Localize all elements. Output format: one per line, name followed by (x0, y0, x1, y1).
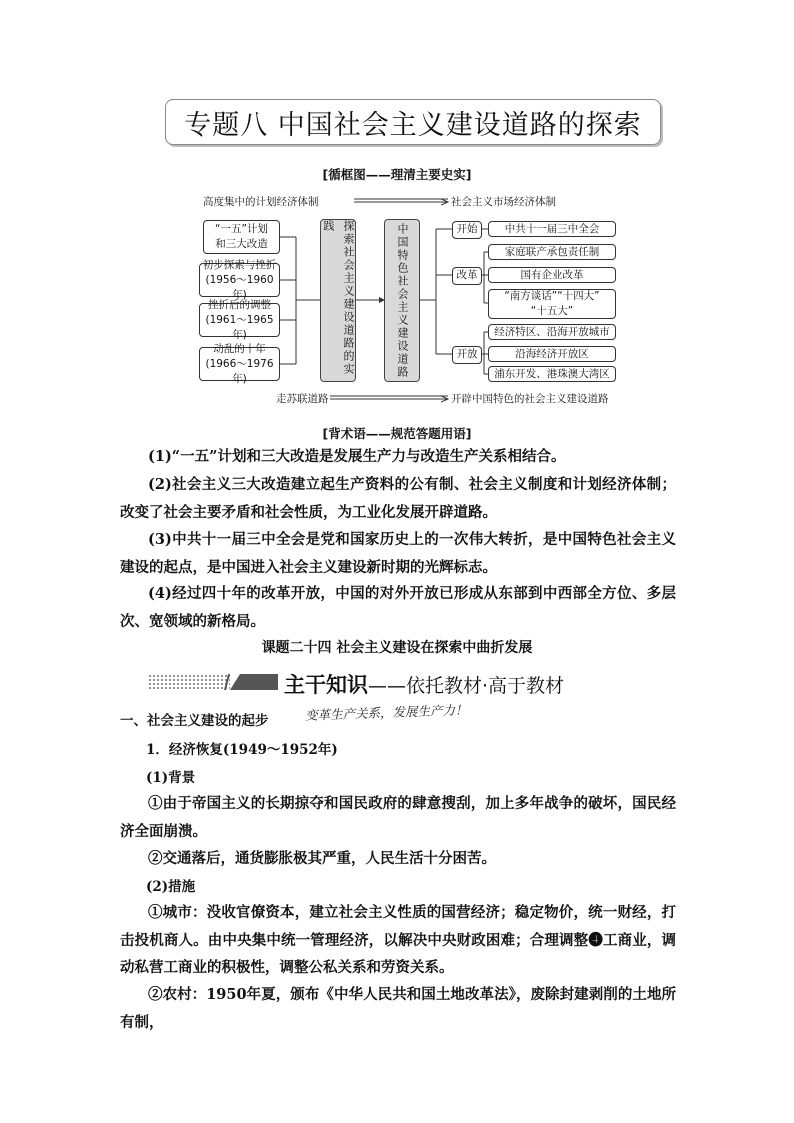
term-paragraph: (4)经过四十年的改革开放，中国的对外开放已形成从东部到中西部全方位、多层次、宽领域的新格局。 (120, 585, 676, 630)
flow-left-box: 初步探索与挫折 (1956～1960年) (199, 263, 280, 297)
banner-bar (230, 674, 278, 690)
handwritten-note: 变革生产关系，发展生产力！ (304, 702, 468, 723)
term-paragraph: (1)“一五”计划和三大改造是发展生产力与改造生产关系相结合。 (148, 448, 566, 465)
banner-dots (148, 674, 230, 690)
flow-bottom-right: 开辟中国特色的社会主义建设道路 (451, 393, 609, 405)
item-heading: 1．经济恢复(1949～1952年) (146, 742, 338, 758)
flow-open-item: 浦东开发、港珠澳大湾区 (488, 366, 616, 382)
flow-top-right: 社会主义市场经济体制 (451, 196, 556, 208)
flow-left-box: 动乱的十年 (1966～1976年) (199, 347, 280, 381)
terms-section-label: [背术语——规范答题用语] (322, 426, 472, 441)
flow-left-box: “一五”计划 和三大改造 (203, 220, 280, 254)
flow-tag-start: 开始 (452, 221, 482, 239)
sub-heading: (1)背景 (146, 770, 196, 786)
flow-center-left: 探索社会主义建设道路的实践 (320, 219, 356, 382)
section-banner: 主干知识——依托教材·高于教材 (284, 673, 565, 697)
flow-start-item: 中共十一届三中全会 (488, 221, 616, 237)
flow-section-label: [循框图——理清主要史实] (322, 167, 472, 182)
background-point: ②交通落后，通货膨胀极其严重，人民生活十分困苦。 (148, 850, 496, 867)
background-point: ①由于帝国主义的长期掠夺和国民政府的肆意搜刮，加上多年战争的破坏，国民经济全面崩溃。 (120, 795, 676, 840)
lesson-title: 课题二十四 社会主义建设在探索中曲折发展 (261, 640, 533, 656)
flow-center-right: 中国特色社会主义建设道路 (384, 219, 420, 382)
measure-point: ②农村：1950年夏，颁布《中华人民共和国土地改革法》，废除封建剥削的土地所有制， (120, 986, 676, 1031)
flow-reform-item: “南方谈话”“十四大” “十五大” (488, 289, 616, 319)
flow-open-item: 经济特区、沿海开放城市 (488, 324, 616, 340)
flow-left-box: 挫折后的调整 (1961～1965年) (199, 303, 280, 337)
flow-open-item: 沿海经济开放区 (488, 346, 616, 362)
flow-top-left: 高度集中的计划经济体制 (203, 196, 319, 208)
flow-tag-open: 开放 (452, 346, 482, 364)
section-heading: 一、社会主义建设的起步 (120, 713, 269, 729)
page-title: 专题八 中国社会主义建设道路的探索 (165, 99, 661, 145)
flow-tag-reform: 改革 (452, 267, 482, 285)
flow-reform-item: 国有企业改革 (488, 267, 616, 283)
measure-point: ①城市：没收官僚资本，建立社会主义性质的国营经济；稳定物价，统一财经，打击投机商人。由中央集中统一管理经济，以解决中央财政困难；合理调整❹工商业，调动私营工商业的积极性，调整公私关系和劳资关系。 (120, 904, 676, 976)
flow-bottom-left: 走苏联道路 (276, 393, 329, 405)
term-paragraph: (2)社会主义三大改造建立起生产资料的公有制、社会主义制度和计划经济体制；改变了社会主要矛盾和社会性质，为工业化发展开辟道路。 (120, 476, 676, 521)
sub-heading: (2)措施 (146, 879, 196, 895)
flow-reform-item: 家庭联产承包责任制 (488, 244, 616, 260)
term-paragraph: (3)中共十一届三中全会是党和国家历史上的一次伟大转折，是中国特色社会主义建设的起点，是中国进入社会主义建设新时期的光辉标志。 (120, 531, 676, 576)
